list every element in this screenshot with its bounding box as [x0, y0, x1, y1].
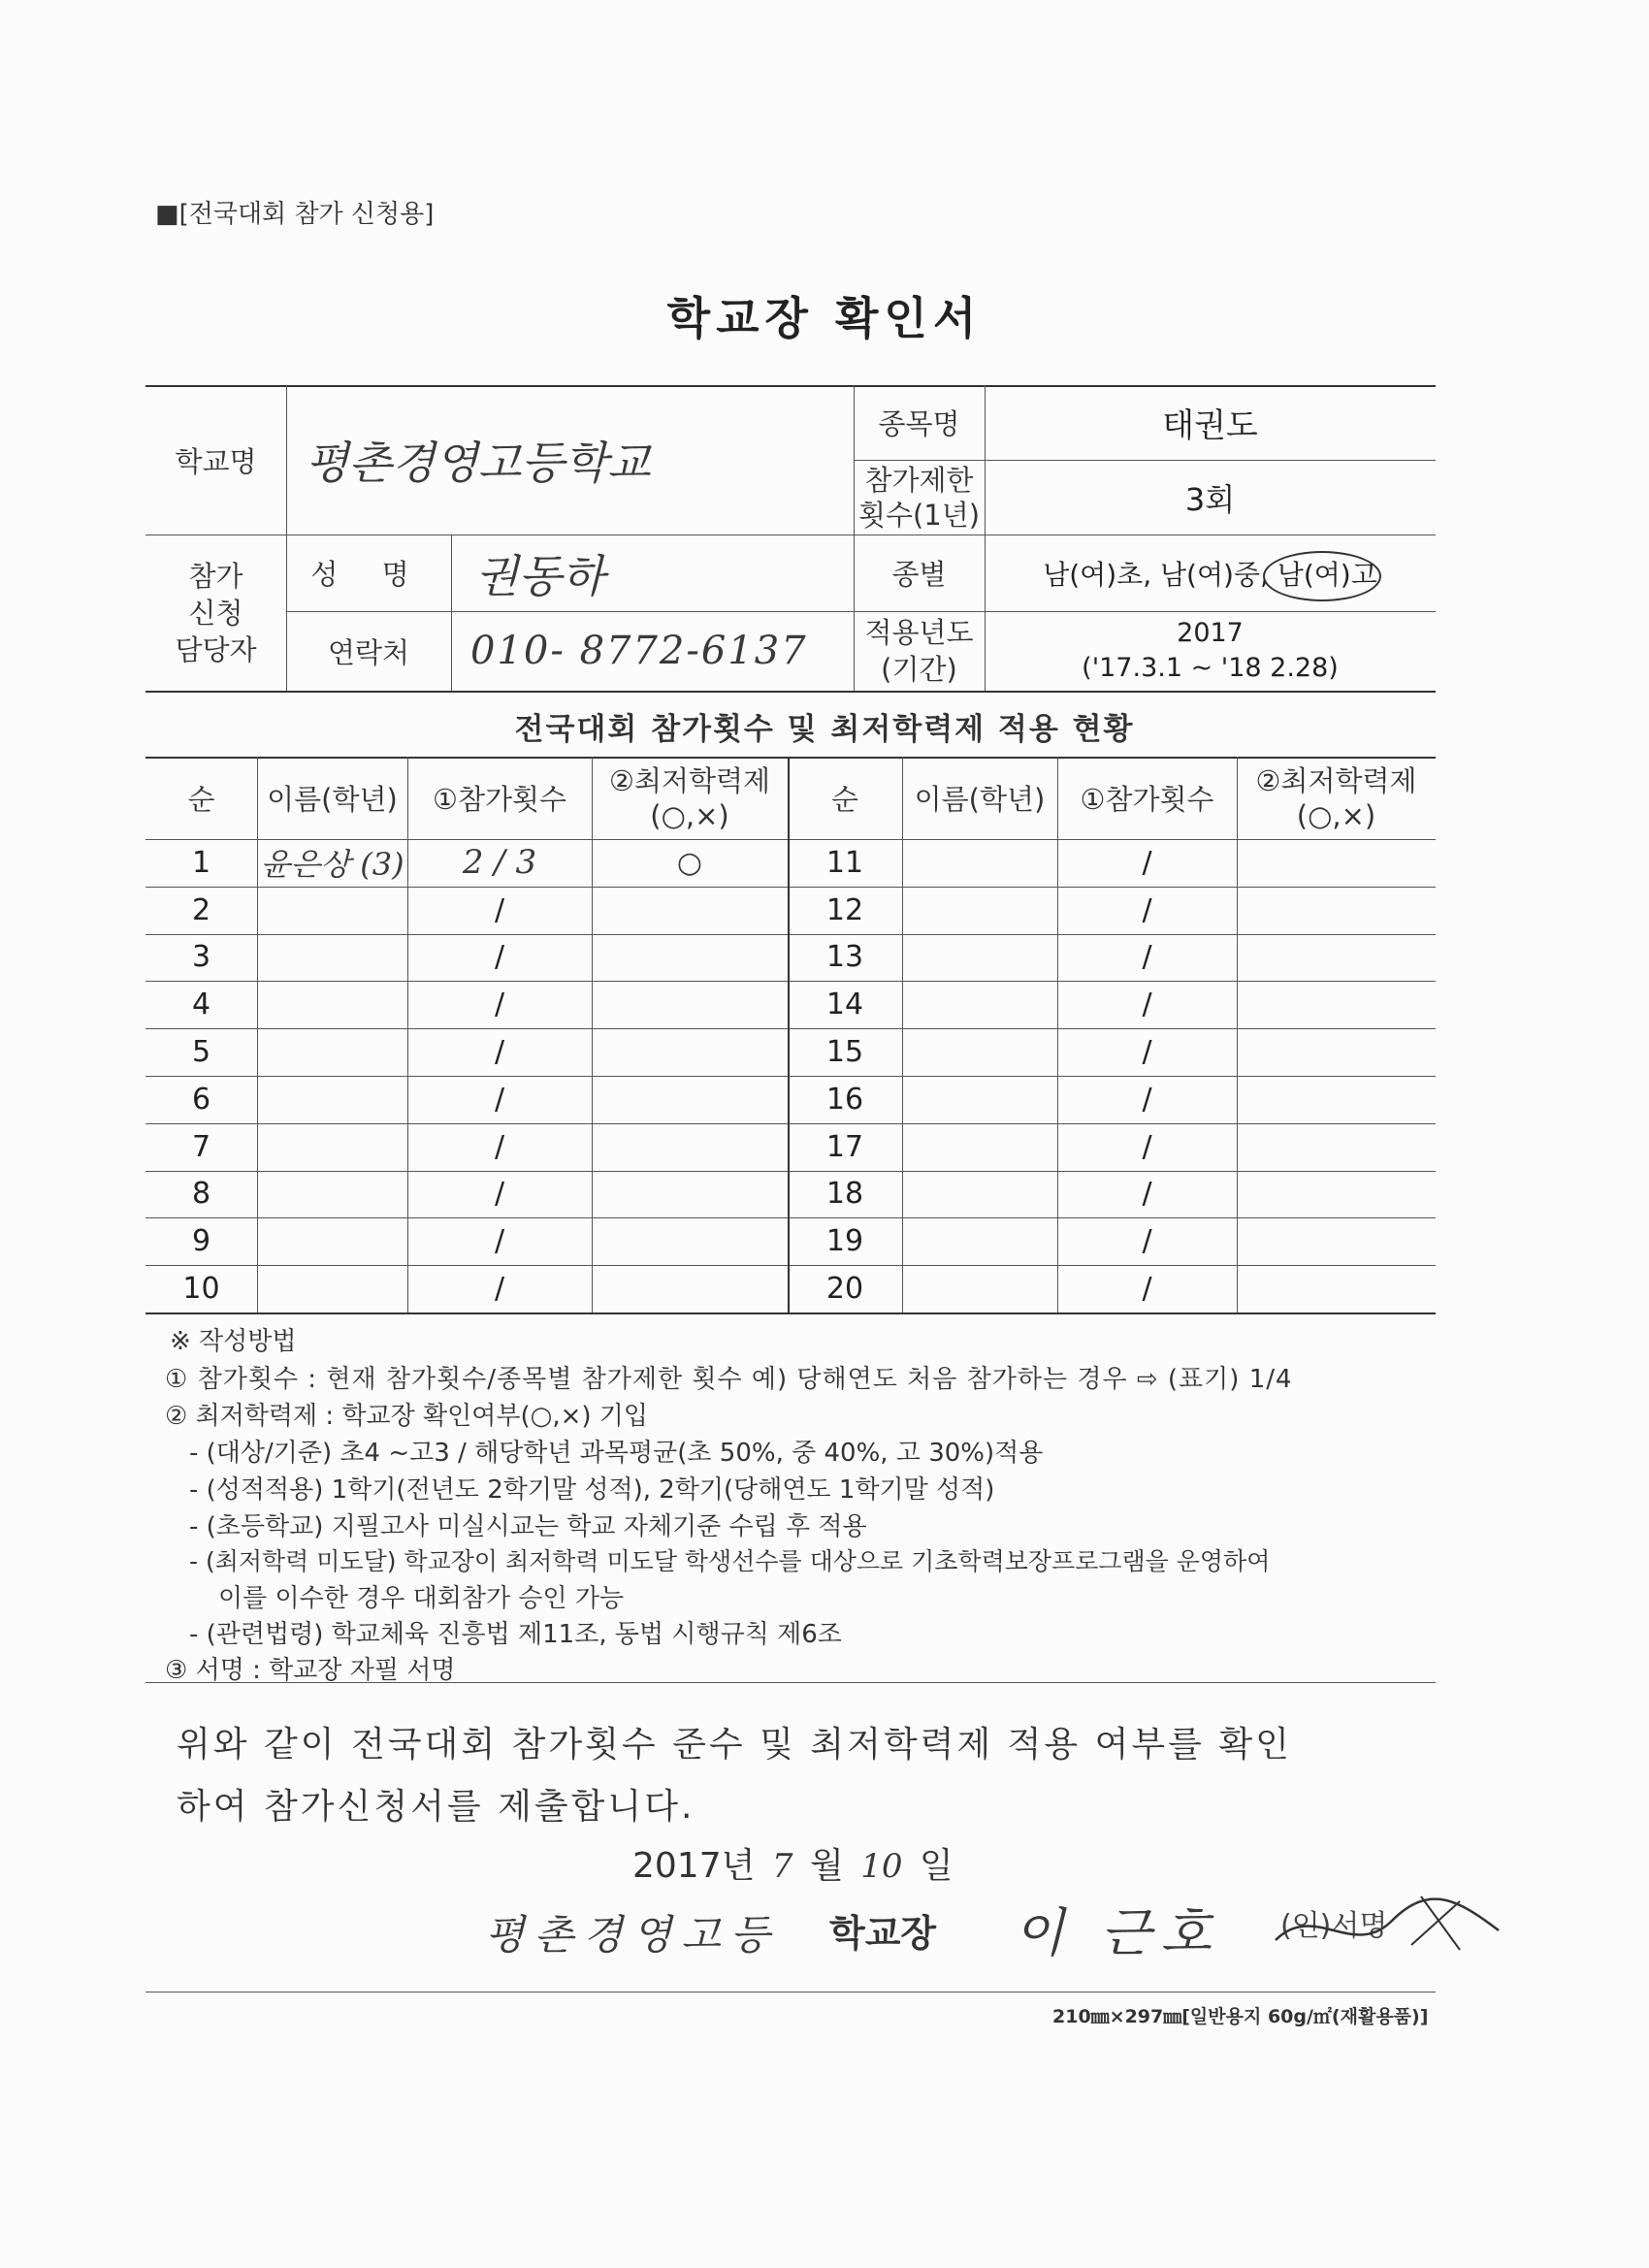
contact-group-line3: 담당자	[175, 632, 257, 666]
info-bottom-border	[146, 691, 1436, 693]
table-cell-name	[902, 1265, 1057, 1312]
table-cell-min	[1237, 1217, 1436, 1265]
table-cell-count: /	[1142, 1272, 1152, 1307]
instructions-heading: ※ 작성방법	[170, 1327, 297, 1356]
table-cell-no: 12	[825, 892, 864, 927]
instruction-line: - (관련법령) 학교체육 진흥법 제11조, 동법 시행규칙 제6조	[189, 1620, 842, 1649]
seal-signature: (인)서명	[1280, 1909, 1388, 1943]
limit-value: 3회	[1184, 480, 1236, 518]
contact-name-value: 권동하	[475, 549, 605, 602]
table-cell-name	[902, 1171, 1057, 1218]
table-cell-count: /	[494, 1177, 505, 1212]
school-label: 학교명	[175, 444, 257, 478]
table-cell-no: 6	[191, 1082, 211, 1117]
table-cell-count: /	[1142, 988, 1152, 1022]
instruction-line: 이를 이수한 경우 대회참가 승인 가능	[218, 1584, 625, 1613]
header-min-line2: (○,×)	[650, 798, 729, 832]
table-cell-name	[257, 1028, 407, 1076]
table-cell-min: ○	[676, 845, 703, 880]
table-cell-no: 16	[825, 1082, 864, 1117]
table-cell-min	[592, 887, 788, 934]
period-range: ('17.3.1 ~ '18 2.28)	[1082, 653, 1339, 683]
instruction-line: - (대상/기준) 초4 ~고3 / 해당학년 과목평균(초 50%, 중 40%, 고 30%)적용	[189, 1439, 1044, 1468]
instruction-line: - (성적적용) 1학기(전년도 2학기말 성적), 2학기(당해연도 1학기말 성적)	[189, 1475, 995, 1505]
period-label-line2: (기간)	[881, 653, 957, 686]
instruction-line: ② 최저학력제 : 학교장 확인여부(○,×) 기입	[165, 1402, 649, 1431]
date-month-unit: 월	[809, 1846, 844, 1886]
header-name: 이름(학년)	[914, 783, 1046, 816]
table-cell-name	[902, 1028, 1057, 1076]
signature-title: 학교장	[829, 1912, 937, 1955]
table-cell-name	[257, 1171, 407, 1218]
table-cell-min	[1237, 887, 1436, 934]
table-cell-count: /	[494, 1272, 505, 1307]
table-cell-name	[902, 887, 1057, 934]
table-cell-no: 10	[182, 1272, 220, 1307]
table-cell-min	[592, 1217, 788, 1265]
table-cell-count: /	[1142, 892, 1152, 927]
table-cell-no: 1	[191, 845, 211, 880]
instruction-line: ③ 서명 : 학교장 자필 서명	[165, 1656, 456, 1685]
table-cell-min	[1237, 1123, 1436, 1171]
category-value: 남(여)초, 남(여)중, 남(여)고	[1043, 558, 1377, 591]
table-cell-count: /	[494, 1224, 505, 1259]
table-cell-count: /	[1142, 1129, 1152, 1164]
table-cell-no: 2	[191, 892, 211, 927]
date-day-unit: 일	[919, 1846, 954, 1886]
table-cell-no: 20	[825, 1272, 864, 1307]
table-cell-name	[902, 981, 1057, 1028]
table-cell-no: 7	[191, 1129, 211, 1164]
table-cell-min	[592, 1123, 788, 1171]
table-cell-min	[1237, 839, 1436, 887]
header-min	[592, 757, 788, 839]
table-cell-name	[257, 1123, 407, 1171]
paper-spec: 210㎜×297㎜[일반용지 60g/㎡(재활용품)]	[1052, 2006, 1429, 2027]
period-label	[854, 611, 985, 691]
declaration-line-2: 하여 참가신청서를 제출합니다.	[177, 1787, 695, 1827]
header-name: 이름(학년)	[267, 783, 398, 816]
period-value	[985, 611, 1436, 691]
declaration-line-1: 위와 같이 전국대회 참가횟수 준수 및 최저학력제 적용 여부를 확인	[177, 1725, 1292, 1765]
table-cell-name	[902, 934, 1057, 982]
limit-label-line1: 참가제한	[864, 463, 974, 497]
table-cell-min	[1237, 1028, 1436, 1076]
category-label: 종별	[891, 558, 947, 591]
contact-name-label: 성 명	[310, 558, 427, 591]
instruction-line: - (최저학력 미도달) 학교장이 최저학력 미도달 학생선수를 대상으로 기초학력보장프로그램을 운영하여	[189, 1547, 1271, 1575]
table-cell-name	[257, 981, 407, 1028]
table-cell-min	[592, 1028, 788, 1076]
page-title: 학교장 확인서	[666, 292, 983, 344]
table-cell-no: 14	[825, 988, 864, 1022]
school-name: 평촌경영고등학교	[306, 437, 651, 489]
header-min-line1: ②최저학력제	[1255, 763, 1417, 797]
table-cell-count: /	[1142, 845, 1152, 880]
table-cell-count: /	[494, 988, 505, 1022]
contact-group-label	[146, 535, 286, 691]
event-value: 태권도	[1162, 406, 1258, 445]
table-cell-name	[257, 1076, 407, 1123]
header-no: 순	[830, 783, 858, 816]
table-cell-min	[1237, 1265, 1436, 1312]
limit-label-line2: 횟수(1년)	[857, 498, 981, 532]
header-count: ①참가횟수	[1080, 783, 1214, 816]
table-cell-no: 3	[191, 940, 211, 975]
table-cell-count: 2 / 3	[462, 843, 537, 883]
table-cell-min	[1237, 981, 1436, 1028]
contact-group-line2: 신청	[188, 596, 243, 630]
contact-group-line1: 참가	[188, 559, 243, 593]
table-cell-name	[902, 1076, 1057, 1123]
table-cell-min	[1237, 934, 1436, 982]
table-cell-no: 18	[825, 1177, 864, 1212]
table-cell-count: /	[1142, 940, 1152, 975]
document-type-label: ■[전국대회 참가 신청용]	[155, 200, 435, 229]
instruction-line: - (초등학교) 지필고사 미실시교는 학교 자체기준 수립 후 적용	[189, 1512, 867, 1541]
table-cell-min	[592, 1265, 788, 1312]
table-cell-no: 8	[191, 1177, 211, 1212]
table-cell-count: /	[1142, 1035, 1152, 1070]
table-cell-no: 15	[825, 1035, 864, 1070]
table-cell-no: 19	[825, 1224, 864, 1259]
category-selection-circle	[1263, 551, 1381, 601]
table-cell-min	[1237, 1076, 1436, 1123]
info-col-line	[451, 535, 452, 691]
header-min-line2: (○,×)	[1296, 798, 1376, 832]
table-cell-count: /	[494, 940, 505, 975]
table-cell-min	[592, 1171, 788, 1218]
limit-label	[854, 460, 985, 535]
table-cell-count: /	[1142, 1224, 1152, 1259]
table-cell-count: /	[494, 1082, 505, 1117]
table-cell-name	[257, 1265, 407, 1312]
table-cell-count: /	[1142, 1082, 1152, 1117]
table-cell-no: 11	[825, 845, 864, 880]
table-bottom-border	[146, 1312, 1436, 1314]
table-cell-name	[902, 1123, 1057, 1171]
table-cell-no: 13	[825, 940, 864, 975]
period-year: 2017	[1177, 618, 1244, 648]
date-year: 2017년	[632, 1846, 756, 1886]
principal-signature: 이 근호	[1014, 1902, 1221, 1963]
header-no: 순	[187, 783, 215, 816]
date-day: 10	[860, 1847, 903, 1886]
table-cell-no: 5	[191, 1035, 211, 1070]
table-cell-no: 17	[825, 1129, 864, 1164]
table-cell-no: 9	[191, 1224, 211, 1259]
period-label-line1: 적용년도	[864, 616, 974, 649]
signature-school: 평촌경영고등	[485, 1911, 780, 1959]
table-cell-count: /	[1142, 1177, 1152, 1212]
signature-scribble	[1266, 1882, 1518, 1969]
contact-phone-value: 010- 8772-6137	[470, 629, 808, 673]
contact-phone-label: 연락처	[327, 635, 410, 669]
instruction-line: ① 참가횟수 : 현재 참가횟수/종목별 참가제한 횟수 예) 당해연도 처음 참가하는 경우 ⇨ (표기) 1/4	[165, 1365, 1293, 1394]
table-cell-min	[1237, 1171, 1436, 1218]
table-cell-name	[257, 1217, 407, 1265]
header-count: ①참가횟수	[432, 783, 567, 816]
event-label: 종목명	[878, 407, 960, 440]
table-cell-min	[592, 934, 788, 982]
section-title: 전국대회 참가횟수 및 최저학력제 적용 현황	[514, 712, 1135, 747]
table-cell-name	[902, 1217, 1057, 1265]
table-cell-name	[257, 887, 407, 934]
header-min-line1: ②최저학력제	[608, 763, 771, 797]
footer-divider	[146, 1992, 1436, 1993]
date-month: 7	[771, 1847, 793, 1886]
table-cell-min	[592, 1076, 788, 1123]
date-line	[632, 1838, 954, 1888]
table-cell-count: /	[494, 1129, 505, 1164]
header-min	[1237, 757, 1436, 839]
table-cell-name: 윤은상 (3)	[260, 846, 404, 884]
table-cell-name	[902, 839, 1057, 887]
table-cell-no: 4	[191, 988, 211, 1022]
table-cell-name	[257, 934, 407, 982]
table-cell-count: /	[494, 892, 505, 927]
table-cell-count: /	[494, 1035, 505, 1070]
notes-divider	[146, 1682, 1436, 1683]
table-cell-min	[592, 981, 788, 1028]
